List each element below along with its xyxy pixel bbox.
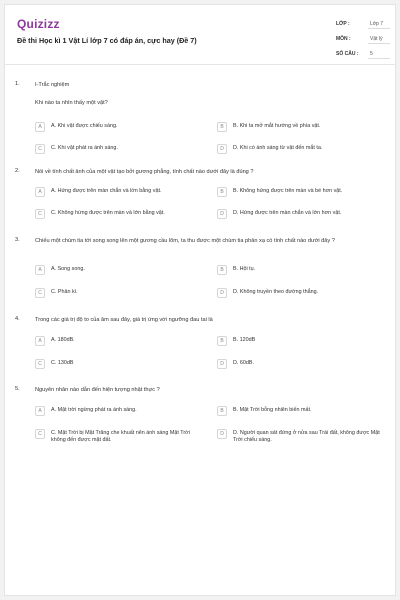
question-prompt: Khi nào ta nhìn thấy một vật? xyxy=(35,100,108,106)
option-letter-box: A xyxy=(35,122,45,132)
question-number: 3. xyxy=(15,237,20,243)
question-text xyxy=(35,81,375,107)
option-text: D. Không truyền theo đường thẳng. xyxy=(233,289,319,295)
option-letter-box: D xyxy=(217,429,227,439)
option-letter-box: D xyxy=(217,359,227,369)
worksheet-meta xyxy=(336,18,392,63)
option-text: C. Mặt Trời bị Mặt Trăng che khuất nên ánh sáng Mặt Trời không đến được mặt đất. xyxy=(51,430,190,443)
question-number: 1. xyxy=(15,81,20,87)
header-divider xyxy=(5,64,395,65)
option-letter-box: A xyxy=(35,265,45,275)
option-text: A. Mặt trời ngừng phát ra ánh sáng. xyxy=(51,407,137,413)
meta-row-subject xyxy=(336,33,392,48)
option-letter-box: A xyxy=(35,406,45,416)
quizizz-logo: Quizizz xyxy=(17,17,60,31)
meta-label: MÔN : xyxy=(336,36,351,42)
option-letter-box: B xyxy=(217,122,227,132)
option-text: B. Không hứng được trên màn và bé hơn vật. xyxy=(233,188,343,194)
meta-row-class xyxy=(336,18,392,33)
option-text: C. Không hứng được trên màn và lớn bằng vật. xyxy=(51,210,165,216)
meta-row-question-count xyxy=(336,48,392,63)
option-letter-box: B xyxy=(217,336,227,346)
option-letter-box: D xyxy=(217,144,227,154)
page-title: Đề thi Học kì 1 Vật Lí lớp 7 có đáp án, cực hay (Đề 7) xyxy=(17,36,197,45)
option-text: D. Hứng được trên màn chắn và lớn hơn vật. xyxy=(233,210,342,216)
question-number: 5. xyxy=(15,386,20,392)
meta-label: LỚP : xyxy=(336,21,350,27)
option-letter-box: B xyxy=(217,406,227,416)
option-text: C. 130dB xyxy=(51,360,74,366)
question-text: Nói về tính chất ảnh của một vật tạo bởi gương phẳng, tính chất nào dưới đây là đúng ? xyxy=(35,169,254,175)
option-letter-box: C xyxy=(35,429,45,439)
question-number: 4. xyxy=(15,316,20,322)
option-letter-box: A xyxy=(35,336,45,346)
meta-value: Vật lý xyxy=(368,33,390,44)
option-letter-box: C xyxy=(35,144,45,154)
meta-label: SỐ CÂU : xyxy=(336,51,359,57)
option-text: B. Khi ta mở mắt hướng về phía vật. xyxy=(233,123,321,129)
option-letter-box: B xyxy=(217,265,227,275)
option-text: C. Khi vật phát ra ánh sáng. xyxy=(51,145,118,151)
option-text: A. Song song. xyxy=(51,266,85,272)
question-number: 2. xyxy=(15,168,20,174)
worksheet-page xyxy=(4,4,396,596)
option-text: D. Người quan sát đứng ở nửa sau Trái đất, không được Mặt Trời chiếu sáng. xyxy=(233,430,380,443)
question-text: Trong các giá trị độ to của âm sau đây, giá trị ứng với ngưỡng đau tai là xyxy=(35,317,213,323)
question-section-label: I-Trắc nghiệm xyxy=(35,82,70,88)
option-letter-box: C xyxy=(35,359,45,369)
meta-value: 5 xyxy=(368,48,390,59)
option-text: B. 120dB xyxy=(233,337,256,343)
option-text: B. Hội tụ. xyxy=(233,266,256,272)
option-text: C. Phân kì. xyxy=(51,289,78,295)
option-text: A. Hứng được trên màn chắn và lớn bằng vật. xyxy=(51,188,162,194)
question-text: Chiếu một chùm tia tới song song lên một gương cầu lõm, ta thu được một chùm tia phản xạ có tính chất nào dưới đây ? xyxy=(35,238,335,244)
option-text: D. 60dB. xyxy=(233,360,254,366)
option-text: B. Mặt Trời bỗng nhiên biến mất. xyxy=(233,407,312,413)
meta-value: Lớp 7 xyxy=(368,18,390,29)
option-letter-box: D xyxy=(217,288,227,298)
option-text: D. Khi có ánh sáng từ vật đến mắt ta. xyxy=(233,145,323,151)
option-letter-box: C xyxy=(35,288,45,298)
option-letter-box: A xyxy=(35,187,45,197)
option-text: A. Khi vật được chiếu sáng. xyxy=(51,123,118,129)
option-letter-box: D xyxy=(217,209,227,219)
option-text: A. 180dB. xyxy=(51,337,75,343)
option-letter-box: C xyxy=(35,209,45,219)
option-letter-box: B xyxy=(217,187,227,197)
question-text: Nguyên nhân nào dẫn đến hiện tượng nhật thực ? xyxy=(35,387,160,393)
